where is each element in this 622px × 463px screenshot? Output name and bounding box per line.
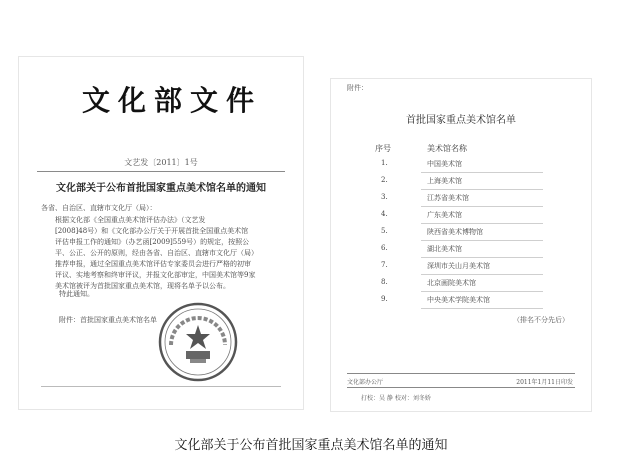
museum-name: 上海美术馆 — [427, 177, 462, 185]
list-item — [331, 261, 591, 275]
image-caption: 文化部关于公布首批国家重点美术馆名单的通知 — [174, 438, 448, 453]
body-line: 评议、实地考察和终审评议，并报文化部审定，中国美术馆等9家 — [55, 271, 256, 279]
row-divider — [421, 206, 543, 207]
document-header-title: 文化部文件 — [81, 84, 262, 117]
list-item — [331, 176, 591, 190]
body-line: 评估申报工作的通知》（办艺函[2009]559号）的规定，按照公 — [55, 238, 250, 246]
list-item — [331, 295, 591, 309]
row-divider — [421, 257, 543, 258]
row-divider — [421, 274, 543, 275]
item-number: 2. — [381, 176, 388, 184]
museum-name: 北京画院美术馆 — [427, 279, 476, 287]
column-header-number: 序号 — [375, 144, 391, 153]
row-divider — [421, 240, 543, 241]
list-item — [331, 244, 591, 258]
footer-staff: 打校：吴 静 校对：刘冬娇 — [361, 395, 431, 402]
attachment-label: 附件： — [347, 84, 368, 92]
row-divider — [421, 291, 543, 292]
row-divider — [421, 223, 543, 224]
column-header-name: 美术馆名称 — [427, 144, 467, 153]
item-number: 7. — [381, 261, 388, 269]
row-divider — [421, 172, 543, 173]
museum-name: 中央美术学院美术馆 — [427, 296, 490, 304]
list-item — [331, 210, 591, 224]
item-number: 6. — [381, 244, 388, 252]
item-number: 8. — [381, 278, 388, 286]
body-line: 平、公正、公开的原则，经由各省、自治区、直辖市文化厅（局） — [55, 249, 258, 257]
museum-name: 湖北美术馆 — [427, 245, 462, 253]
row-divider — [421, 308, 543, 309]
list-item — [331, 159, 591, 173]
addressee-line: 各省、自治区、直辖市文化厅（局）： — [41, 204, 157, 212]
museum-name: 广东美术馆 — [427, 211, 462, 219]
list-title: 首批国家重点美术馆名单 — [406, 115, 516, 126]
attachment-line: 附件：首批国家重点美术馆名单 — [59, 316, 157, 324]
museum-name: 陕西省美术博物馆 — [427, 228, 483, 236]
document-page-right — [330, 78, 592, 412]
body-line: [2008]48号）和《文化部办公厅关于开展首批全国重点美术馆 — [55, 227, 249, 235]
museum-name: 深圳市关山月美术馆 — [427, 262, 490, 270]
list-item — [331, 278, 591, 292]
closing-text: 特此通知。 — [59, 290, 94, 298]
item-number: 4. — [381, 210, 388, 218]
row-divider — [421, 189, 543, 190]
museum-name: 江苏省美术馆 — [427, 194, 469, 202]
document-page-left — [18, 56, 304, 410]
item-number: 9. — [381, 295, 388, 303]
body-line: 推荐申报，通过全国重点美术馆评估专家委员会进行严格的初审 — [55, 260, 251, 268]
list-item — [331, 193, 591, 207]
header-divider — [37, 171, 285, 172]
item-number: 3. — [381, 193, 388, 201]
official-seal-icon — [157, 301, 239, 383]
footer-bottom-rule — [347, 387, 575, 388]
museum-name: 中国美术馆 — [427, 160, 462, 168]
notice-body — [41, 215, 281, 292]
item-number: 1. — [381, 159, 388, 167]
document-number: 文艺发〔2011〕1号 — [124, 158, 198, 167]
footer-date: 2011年1月11日印发 — [516, 379, 573, 386]
footer-office: 文化部办公厅 — [347, 379, 384, 386]
notice-title: 文化部关于公布首批国家重点美术馆名单的通知 — [56, 183, 266, 194]
page-bottom-divider — [41, 386, 281, 387]
body-line: 根据文化部《全国重点美术馆评估办法》（文艺发 — [55, 216, 206, 224]
body-line: 美术馆被评为首批国家重点美术馆，现将名单予以公布。 — [55, 282, 230, 290]
footer-top-rule — [347, 373, 575, 374]
item-number: 5. — [381, 227, 388, 235]
list-item — [331, 227, 591, 241]
ranking-note: （排名不分先后） — [513, 316, 569, 324]
